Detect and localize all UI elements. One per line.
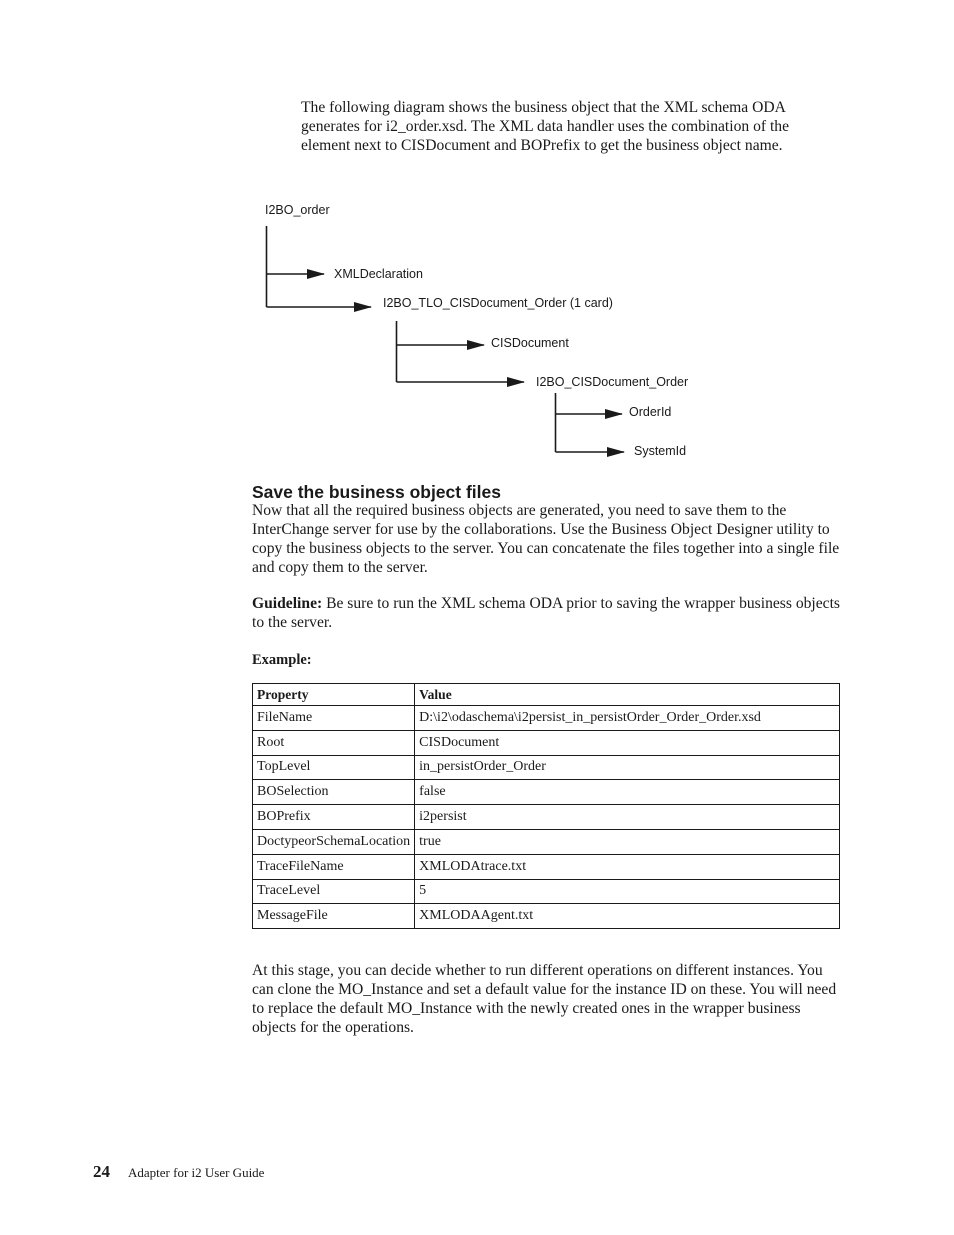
property-cell: BOPrefix — [253, 805, 415, 830]
node-order-id: OrderId — [629, 405, 672, 419]
property-cell: DoctypeorSchemaLocation — [253, 829, 415, 854]
guideline-text: Be sure to run the XML schema ODA prior to saving the wrapper business objects to the server. — [252, 595, 840, 631]
node-i2bo-order: I2BO_order — [265, 203, 330, 217]
header-property: Property — [253, 684, 415, 706]
node-system-id: SystemId — [634, 444, 687, 458]
value-cell: i2persist — [415, 805, 840, 830]
table-row — [253, 706, 840, 731]
table-row — [253, 829, 840, 854]
table-header-row — [253, 684, 840, 706]
value-cell: 5 — [415, 879, 840, 904]
table-row — [253, 879, 840, 904]
table-row — [253, 805, 840, 830]
value-cell: in_persistOrder_Order — [415, 755, 840, 780]
node-xml-declaration: XMLDeclaration — [334, 267, 423, 281]
value-cell: XMLODAAgent.txt — [415, 904, 840, 929]
value-cell: XMLODAtrace.txt — [415, 854, 840, 879]
property-cell: Root — [253, 730, 415, 755]
value-cell: D:\i2\odaschema\i2persist_in_persistOrder_Order_Order.xsd — [415, 706, 840, 731]
closing-paragraph: At this stage, you can decide whether to run different operations on different instances. You can clone the MO_Instance and set a default value for the instance ID on these. You will need to replace the default MO_Instance with the newly created ones in the wrapper business objects for the operations. — [252, 962, 837, 1036]
table-row — [253, 730, 840, 755]
property-cell: BOSelection — [253, 780, 415, 805]
property-cell: TraceLevel — [253, 879, 415, 904]
property-cell: FileName — [253, 706, 415, 731]
value-cell: true — [415, 829, 840, 854]
property-cell: TopLevel — [253, 755, 415, 780]
table-row — [253, 854, 840, 879]
page-footer — [93, 1162, 264, 1182]
section-heading: Save the business object files — [252, 482, 501, 502]
node-i2bo-cis-document-order: I2BO_CISDocument_Order — [536, 375, 689, 389]
table-row — [253, 904, 840, 929]
guideline-label: Guideline: — [252, 595, 323, 612]
value-cell: false — [415, 780, 840, 805]
page-number: 24 — [93, 1162, 110, 1181]
property-cell: MessageFile — [253, 904, 415, 929]
guideline-paragraph — [252, 594, 842, 632]
header-value: Value — [415, 684, 840, 706]
table-row — [253, 780, 840, 805]
intro-paragraph: The following diagram shows the business object that the XML schema ODA generates for i2_order.xsd. The XML data handler uses the combination of the element next to CISDocument and BOPrefix to get the business object name. — [301, 99, 790, 154]
table-row — [253, 755, 840, 780]
properties-table — [252, 683, 840, 929]
node-tlo-cis-document-order: I2BO_TLO_CISDocument_Order (1 card) — [383, 296, 613, 310]
body-paragraph: Now that all the required business objects are generated, you need to save them to the InterChange server for use by the collaborations. Use the Business Object Designer utility to copy the business objects to the server. You can concatenate the files together into a single file and copy them to the server. — [252, 502, 840, 576]
property-cell: TraceFileName — [253, 854, 415, 879]
value-cell: CISDocument — [415, 730, 840, 755]
example-label: Example: — [252, 652, 312, 668]
node-cis-document: CISDocument — [491, 336, 569, 350]
diagram-connectors — [0, 0, 954, 470]
footer-title: Adapter for i2 User Guide — [128, 1165, 265, 1180]
